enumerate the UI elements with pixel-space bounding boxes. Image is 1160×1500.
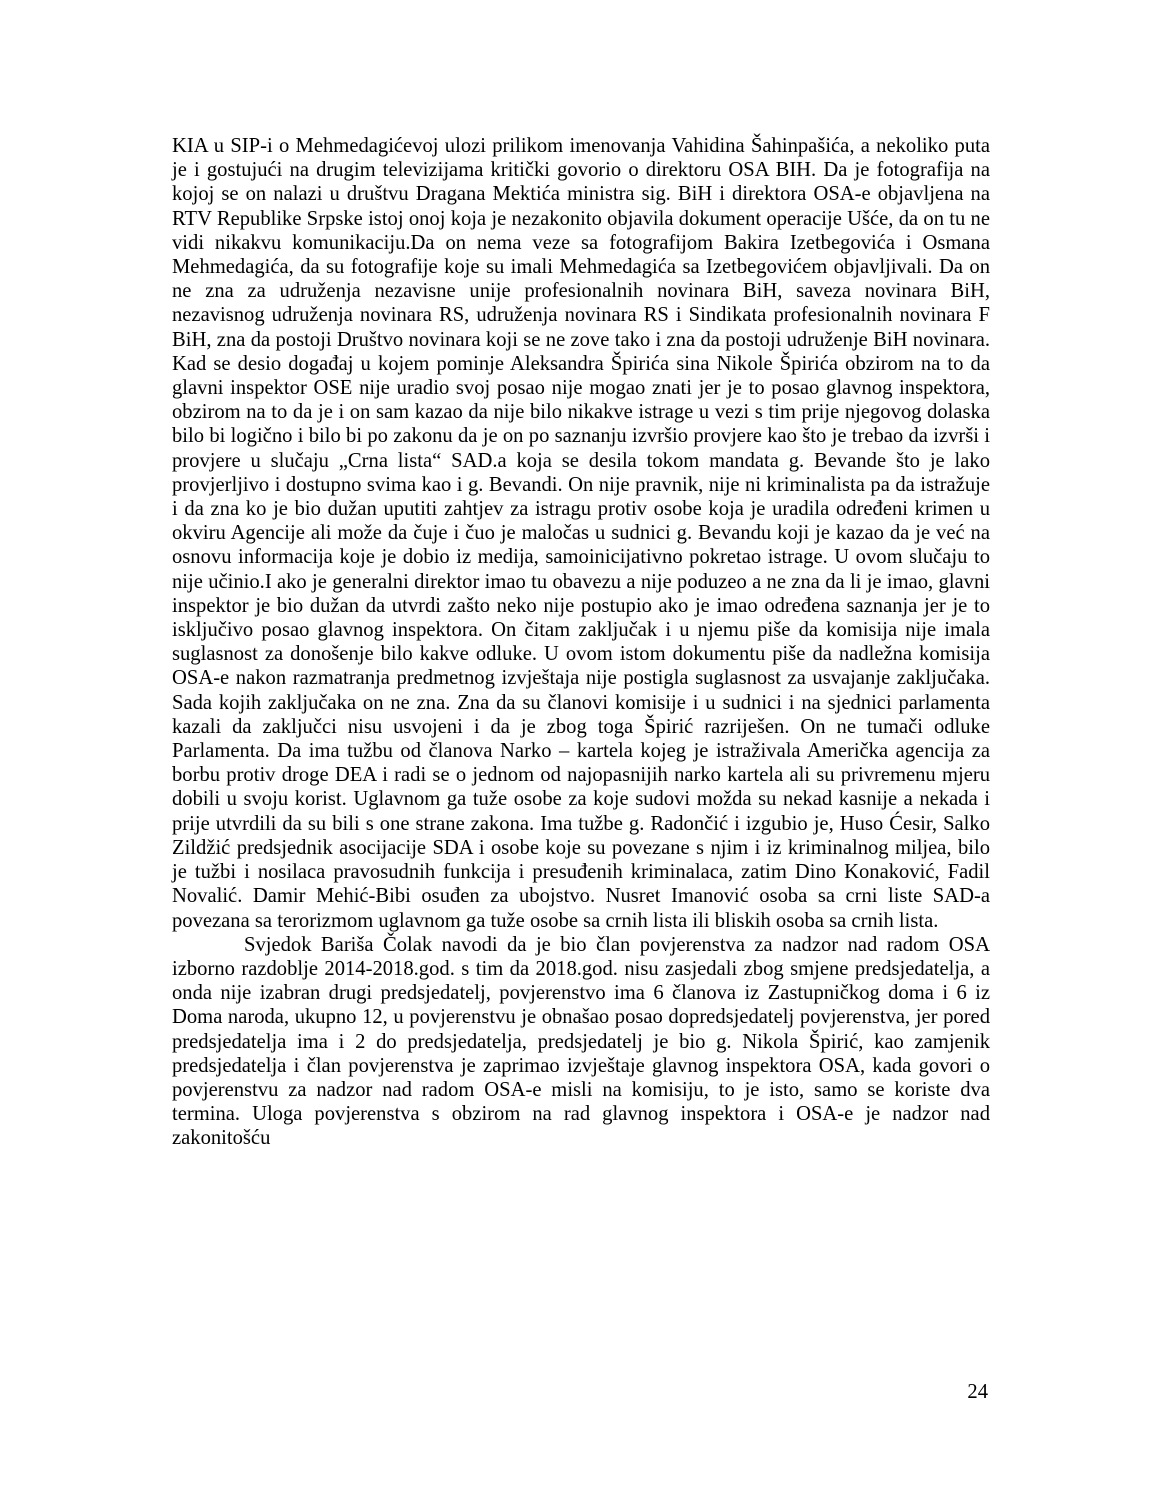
paragraph-1: KIA u SIP-i o Mehmedagićevoj ulozi prilikom imenovanja Vahidina Šahinpašića, a nekoliko puta je i gostujući na drugim televizijama kritički govorio o direktoru OSA BIH. Da je fotografija na kojoj se on nalazi u društvu Dragana Mektića ministra sig. BiH i direktora OSA-e objavljena na RTV Republike Srpske istoj onoj koja je nezakonito objavila dokument operacije Ušće, da on tu ne vidi nikakvu komunikaciju.Da on nema veze sa fotografijom Bakira Izetbegovića i Osmana Mehmedagića, da su fotografije koje su imali Mehmedagića sa Izetbegovićem objavljivali. Da on ne zna za udruženja nezavisne unije profesionalnih novinara BiH, saveza novinara BiH, nezavisnog udruženja novinara RS, udruženja novinara RS i Sindikata profesionalnih novinara F BiH, zna da postoji Društvo novinara koji se ne zove tako i zna da postoji udruženje BiH novinara. Kad se desio događaj u kojem pominje Aleksandra Špirića sina Nikole Špirića obzirom na to da glavni inspektor OSE nije uradio svoj posao nije mogao znati jer je to posao glavnog inspektora, obzirom na to da je i on sam kazao da nije bilo nikakve istrage u vezi s tim prije njegovog dolaska bilo bi logično i bilo bi po zakonu da je on po saznanju izvršio provjere kao što je trebao da izvrši i provjere u slučaju „Crna lista“ SAD.a koja se desila tokom mandata g. Bevande što je lako provjerljivo i dostupno svima kao i g. Bevandi. On nije pravnik, nije ni kriminalista pa da istražuje i da zna ko je bio dužan uputiti zahtjev za istragu protiv osobe koja je uradila određeni krimen u okviru Agencije ali može da čuje i čuo je maločas u sudnici g. Bevandu koji je kazao da je već na osnovu informacija koje je dobio iz medija, samoinicijativno pokretao istrage. U ovom slučaju to nije učinio.I ako je generalni direktor imao tu obavezu a nije poduzeo a ne zna da li je imao, glavni inspektor je bio dužan da utvrdi zašto neko nije postupio ako je imao određena saznanja jer je to isključivo posao glavnog inspektora. On čitam zaključak i u njemu piše da komisija nije imala suglasnost za donošenje bilo kakve odluke. U ovom istom dokumentu piše da nadležna komisija OSA-e nakon razmatranja predmetnog izvještaja nije postigla suglasnost za usvajanje zaključaka. Sada kojih zaključaka on ne zna. Zna da su članovi komisije i u sudnici i na sjednici parlamenta kazali da zaključci nisu usvojeni i da je zbog toga Špirić razriješen. On ne tumači odluke Parlamenta. Da ima tužbu od članova Narko – kartela kojeg je istraživala Američka agencija za borbu protiv droge DEA i radi se o jednom od najopasnijih narko kartela ali su privremenu mjeru dobili u svoju korist. Uglavnom ga tuže osobe za koje sudovi možda su nekad kasnije a nekada i prije utvrdili da su bili s one strane zakona. Ima tužbe g. Radončić i izgubio je, Huso Ćesir, Salko Zildžić predsjednik asocijacije SDA i osobe koje su povezane s njim i iz kriminalnog miljea, bilo je tužbi i nosilaca pravosudnih funkcija i presuđenih kriminalaca, zatim Dino Konaković, Fadil Novalić. Damir Mehić-Bibi osuđen za ubojstvo. Nusret Imanović osoba sa crni liste SAD-a povezana sa terorizmom uglavnom ga tuže osobe sa crnih lista ili bliskih osoba sa crnih lista. [172, 135, 990, 932]
page-number: 24 [967, 1381, 988, 1403]
body-text [172, 134, 990, 1151]
paragraph-2: Svjedok Bariša Čolak navodi da je bio član povjerenstva za nadzor nad radom OSA izborno razdoblje 2014-2018.god. s tim da 2018.god. nisu zasjedali zbog smjene predsjedatelja, a onda nije izabran drugi predsjedatelj, povjerenstvo ima 6 članova iz Zastupničkog doma i 6 iz Doma naroda, ukupno 12, u povjerenstvu je obnašao posao dopredsjedatelj povjerenstva, jer pored predsjedatelja ima i 2 do predsjedatelja, predsjedatelj je bio g. Nikola Špirić, kao zamjenik predsjedatelja i član povjerenstva je zaprimao izvještaje glavnog inspektora OSA, kada govori o povjerenstvu za nadzor nad radom OSA-e misli na komisiju, to je isto, samo se koriste dva termina. Uloga povjerenstva s obzirom na rad glavnog inspektora i OSA-e je nadzor nad zakonitošću [172, 933, 990, 1150]
